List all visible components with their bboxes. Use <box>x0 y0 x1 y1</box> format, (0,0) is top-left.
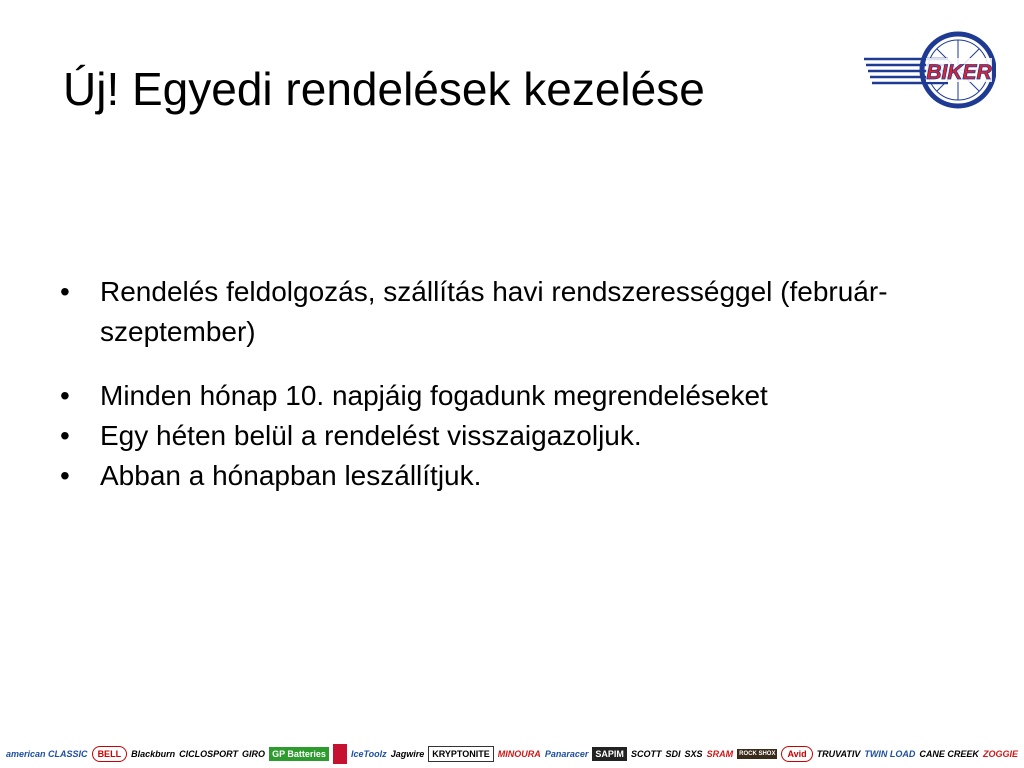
slide-title: Új! Egyedi rendelések kezelése <box>63 63 705 115</box>
brand-logo-giro: GIRO <box>242 749 266 759</box>
bullet-text: Rendelés feldolgozás, szállítás havi rendszerességgel (február-szeptember) <box>100 276 888 347</box>
brand-logo-icetoolz: IceToolz <box>350 749 387 759</box>
bullet-text: Egy héten belül a rendelést visszaigazoljuk. <box>100 420 642 451</box>
brand-logo-gp-batteries: GP Batteries <box>269 747 329 761</box>
brand-logo-sram: SRAM <box>706 749 734 759</box>
brand-logo-sdi: SDI <box>665 749 681 759</box>
brand-logo-truvativ: TRUVATIV <box>816 749 861 759</box>
brand-logo-sapim: SAPIM <box>592 747 627 761</box>
brand-logo-ciclosport: CICLOSPORT <box>179 749 238 759</box>
brand-logo-kryptonite: KRYPTONITE <box>428 746 494 762</box>
brand-logo-twin-load: TWIN LOAD <box>864 749 916 759</box>
bullet-item <box>58 456 958 496</box>
bullet-list <box>58 272 958 496</box>
brand-logo-panaracer: Panaracer <box>544 749 589 759</box>
brand-logo-red-icon <box>333 744 347 764</box>
brand-logo-minoura: MINOURA <box>497 749 541 759</box>
logo-text: BIKER <box>926 61 992 84</box>
brand-logo-american-classic: american CLASSIC <box>6 749 88 759</box>
brand-logo-zoggie: ZOGGIE <box>982 749 1018 759</box>
brand-logo-rockshox: ROCK SHOX <box>739 751 776 757</box>
brand-logo-sxs: SXS <box>684 749 703 759</box>
bullet-item <box>58 272 958 352</box>
sponsor-logo-bar <box>0 740 1024 768</box>
bullet-text: Abban a hónapban leszállítjuk. <box>100 460 482 491</box>
bullet-text: Minden hónap 10. napjáig fogadunk megrendeléseket <box>100 380 768 411</box>
biker-logo-icon <box>862 28 996 114</box>
brand-logo-blackburn: Blackburn <box>131 749 176 759</box>
bullet-item <box>58 416 958 456</box>
bullet-item <box>58 376 958 416</box>
brand-logo-avid: Avid <box>781 746 812 762</box>
brand-logo-scott: SCOTT <box>630 749 662 759</box>
brand-logo-jagwire: Jagwire <box>390 749 425 759</box>
brand-logo-bell: BELL <box>92 746 128 762</box>
brand-logo-cane-creek: CANE CREEK <box>919 749 979 759</box>
